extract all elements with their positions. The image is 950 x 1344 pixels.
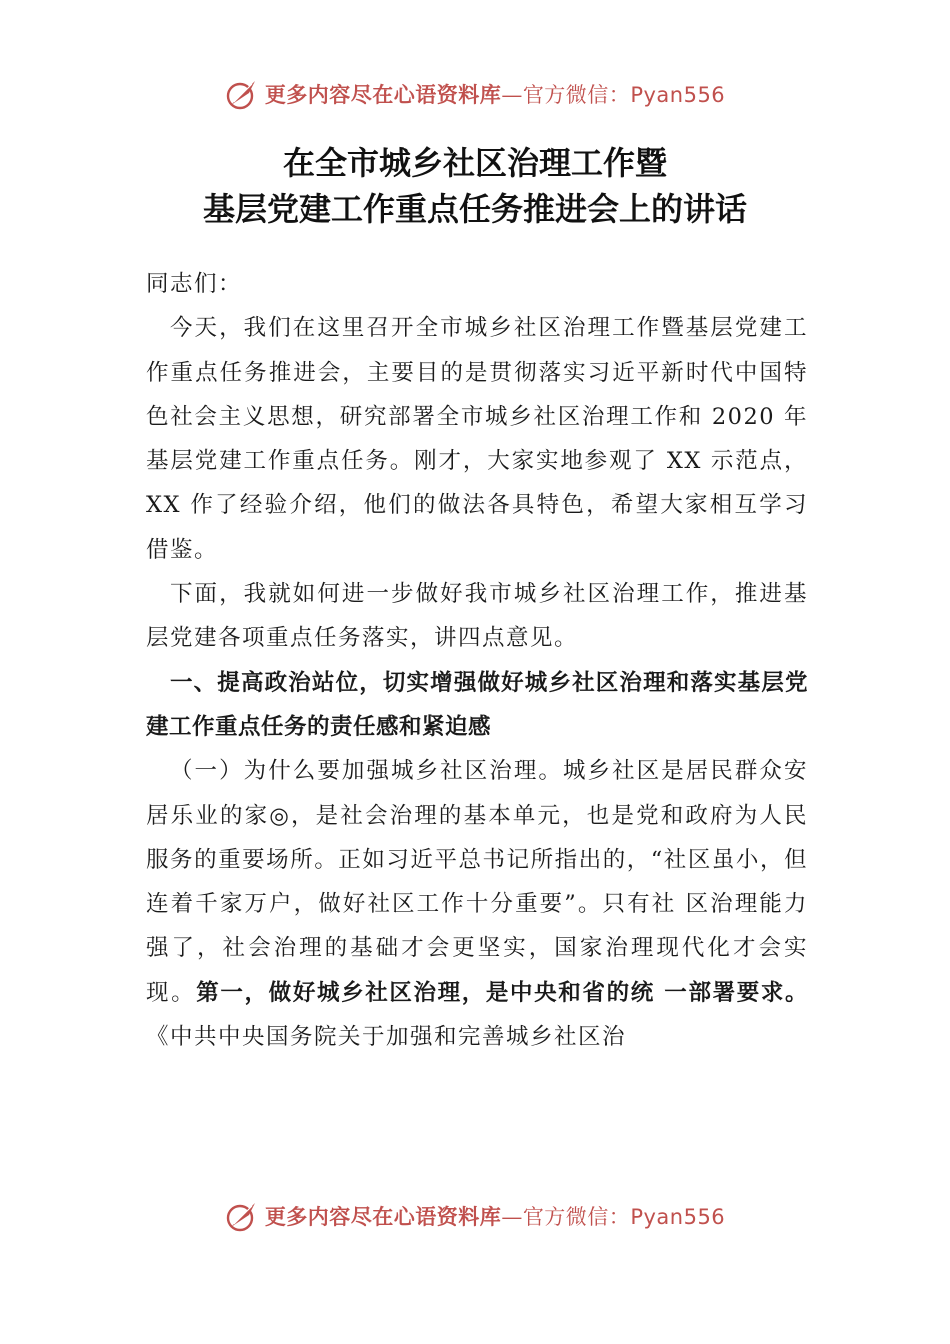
banner-prefix: 更多内容尽在心语资料库	[264, 1204, 502, 1229]
banner-middle: —官方微信：	[501, 1205, 631, 1229]
banner-text	[265, 79, 725, 109]
paragraph-3-bold: 第一，做好城乡社区治理，是中央和省的统 一部署要求。	[196, 979, 808, 1006]
banner-middle: —官方微信：	[501, 83, 631, 107]
title-line-1: 在全市城乡社区治理工作暨	[282, 144, 667, 182]
title-line-2: 基层党建工作重点任务推进会上的讲话	[202, 190, 747, 228]
banner-wechat-id: Pyan556	[630, 83, 726, 107]
paragraph-2: 下面，我就如何进一步做好我市城乡社区治理工作，推进基层党建各项重点任务落实，讲四点意见。	[146, 581, 808, 652]
paragraph-3	[146, 749, 808, 1059]
footer-banner	[0, 1196, 950, 1236]
section-heading-1: 一、提高政治站位，切实增强做好城乡社区治理和落实基层党建工作重点任务的责任感和紧迫感	[146, 669, 808, 740]
document-body	[146, 262, 808, 1059]
paragraph-3-tail: 《中共中央国务院关于加强和完善城乡社区治	[146, 1024, 627, 1051]
document-title	[0, 140, 950, 232]
quill-pen-logo-icon	[225, 1199, 259, 1233]
banner-text	[265, 1201, 725, 1231]
paragraph-3-text: （一）为什么要加强城乡社区治理。城乡社区是居民群众安居乐业的家◎，是社会治理的基本单元，也是党和政府为人民服务的重要场所。正如习近平总书记所指出的，“社区虽小，但连着千家万户，做好社区工作十分重要”。只有社 区治理能力强了，社会治理的基础才会更坚实，国家治理现代化才会实现。	[146, 758, 808, 1006]
paragraph-1: 今天，我们在这里召开全市城乡社区治理工作暨基层党建工作重点任务推进会，主要目的是贯彻落实习近平新时代中国特色社会主义思想，研究部署全市城乡社区治理工作和 2020 年基层党建工作重点任务。刚才，大家实地参观了 XX 示范点，XX 作了经验介绍，他们的做法各具特色，希望大家相互学习借鉴。	[146, 315, 808, 563]
header-banner	[0, 74, 950, 114]
quill-pen-logo-icon	[225, 77, 259, 111]
banner-prefix: 更多内容尽在心语资料库	[264, 82, 502, 107]
banner-wechat-id: Pyan556	[630, 1205, 726, 1229]
salutation: 同志们：	[146, 271, 243, 297]
